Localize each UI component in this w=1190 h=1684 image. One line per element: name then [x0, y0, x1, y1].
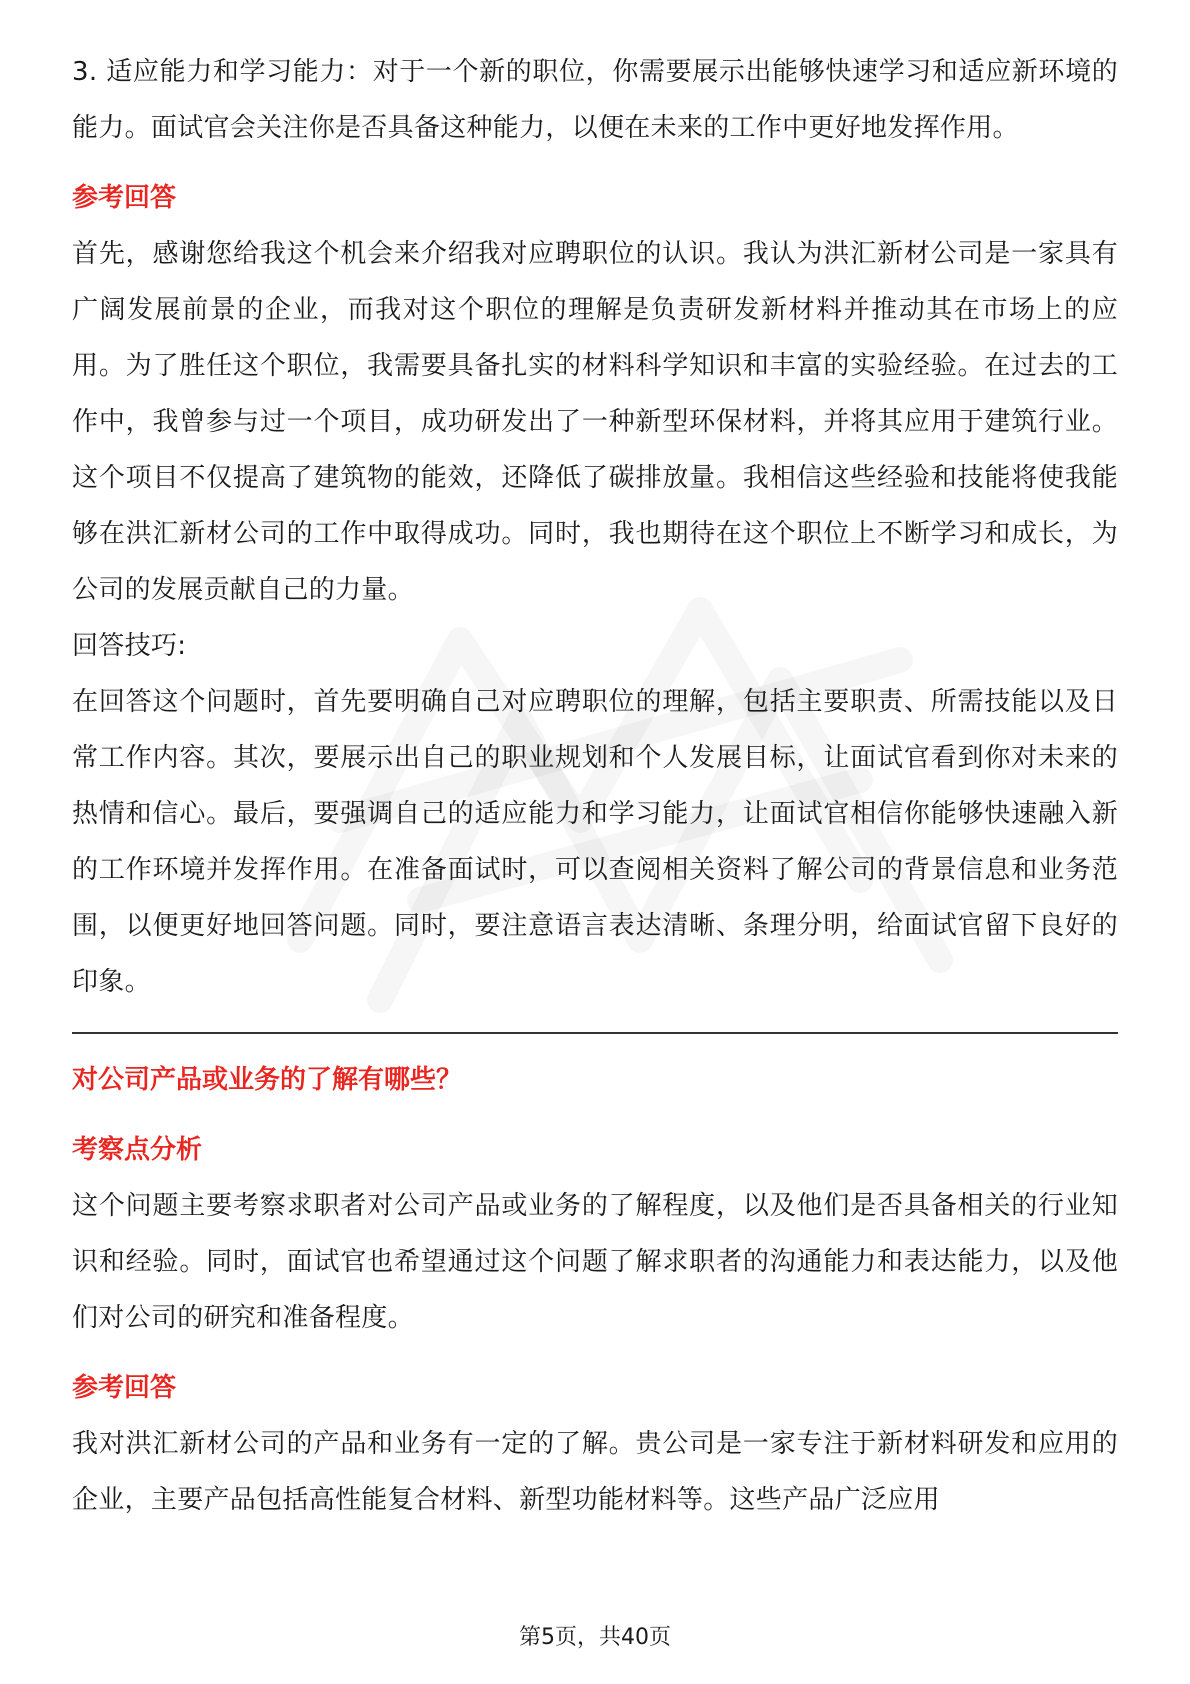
- analysis-text: 这个问题主要考察求职者对公司产品或业务的了解程度，以及他们是否具备相关的行业知识和经验。同时，面试官也希望通过这个问题了解求职者的沟通能力和表达能力，以及他们对公司的研究和准备程度。: [72, 1191, 1118, 1333]
- reference-answer-1: 首先，感谢您给我这个机会来介绍我对应聘职位的认识。我认为洪汇新材公司是一家具有广阔发展前景的企业，而我对这个职位的理解是负责研发新材料并推动其在市场上的应用。为了胜任这个职位，我需要具备扎实的材料科学知识和丰富的实验经验。在过去的工作中，我曾参与过一个项目，成功研发出了一种新型环保材料，并将其应用于建筑行业。这个项目不仅提高了建筑物的能效，还降低了碳排放量。我相信这些经验和技能将使我能够在洪汇新材公司的工作中取得成功。同时，我也期待在这个职位上不断学习和成长，为公司的发展贡献自己的力量。: [72, 239, 1118, 605]
- reference-answer-heading-1: 参考回答: [72, 183, 177, 213]
- question-heading: 对公司产品或业务的了解有哪些？: [72, 1065, 463, 1095]
- tips-text: 在回答这个问题时，首先要明确自己对应聘职位的理解，包括主要职责、所需技能以及日常工作内容。其次，要展示出自己的职业规划和个人发展目标，让面试官看到你对未来的热情和信心。最后，要强调自己的适应能力和学习能力，让面试官相信你能够快速融入新的工作环境并发挥作用。在准备面试时，可以查阅相关资料了解公司的背景信息和业务范围，以便更好地回答问题。同时，要注意语言表达清晰、条理分明，给面试官留下良好的印象。: [72, 687, 1118, 997]
- page-number: 第5页，共40页: [519, 1625, 671, 1650]
- reference-answer-heading-2: 参考回答: [72, 1373, 177, 1403]
- tips-label: 回答技巧:: [72, 631, 187, 661]
- section-divider: [72, 1032, 1118, 1034]
- analysis-heading: 考察点分析: [72, 1135, 203, 1165]
- document-content: [72, 44, 1118, 1528]
- reference-answer-2: 我对洪汇新材公司的产品和业务有一定的了解。贵公司是一家专注于新材料研发和应用的企业，主要产品包括高性能复合材料、新型功能材料等。这些产品广泛应用: [72, 1429, 1118, 1515]
- point-3-adaptability: 3. 适应能力和学习能力：对于一个新的职位，你需要展示出能够快速学习和适应新环境的能力。面试官会关注你是否具备这种能力，以便在未来的工作中更好地发挥作用。: [72, 57, 1118, 143]
